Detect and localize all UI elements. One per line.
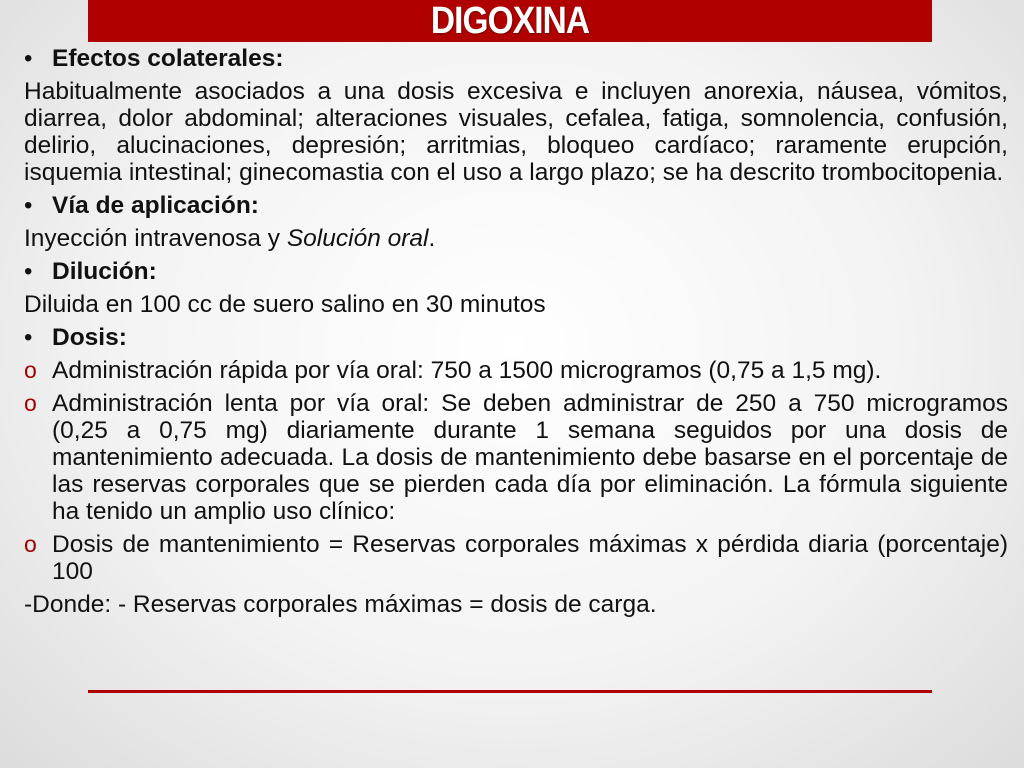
dilucion-heading-row (24, 258, 1008, 285)
dilucion-heading: Dilución: (52, 258, 157, 285)
bullet-icon: • (24, 258, 33, 285)
via-heading: Vía de aplicación: (52, 192, 259, 219)
slide-title: DIGOXINA (430, 0, 590, 42)
dosis-item-text: Administración lenta por vía oral: Se deben administrar de 250 a 750 microgramos (0,25 a 0,75 mg) diariamente durante 1 semana seguidos por una dosis de mantenimiento adecuada. La dosis de mantenimiento debe basarse en el porcentaje de las reservas corporales que se pierden cada día por eliminación. La fórmula siguiente ha tenido un amplio uso clínico: (52, 390, 1008, 525)
bullet-icon: • (24, 45, 33, 72)
dosis-heading: Dosis: (52, 324, 127, 351)
circle-bullet-icon: o (24, 390, 37, 416)
dosis-item (24, 531, 1008, 585)
efectos-heading: Efectos colaterales: (52, 45, 284, 72)
bullet-icon: • (24, 192, 33, 219)
dosis-item-text: Dosis de mantenimiento = Reservas corporales máximas x pérdida diaria (porcentaje) 100 (52, 531, 1008, 585)
dosis-item (24, 357, 1008, 384)
dosis-item-text: Administración rápida por vía oral: 750 a 1500 microgramos (0,75 a 1,5 mg). (52, 357, 882, 384)
dosis-item (24, 390, 1008, 525)
via-text-italic: Solución oral (286, 225, 429, 252)
efectos-heading-row (24, 45, 1008, 72)
slide-content (24, 45, 1008, 618)
bottom-rule (88, 690, 932, 693)
donde-text: -Donde: - Reservas corporales máximas = dosis de carga. (24, 591, 657, 618)
via-text (24, 225, 1008, 252)
dosis-heading-row (24, 324, 1008, 351)
efectos-text: Habitualmente asociados a una dosis excesiva e incluyen anorexia, náusea, vómitos, diarrea, dolor abdominal; alteraciones visuales, cefalea, fatiga, somnolencia, confusión, delirio, alucinaciones, depresión; arritmias, bloqueo cardíaco; raramente erupción, isquemia intestinal; ginecomastia con el uso a largo plazo; se ha descrito trombocitopenia. (24, 78, 1008, 186)
circle-bullet-icon: o (24, 531, 37, 557)
title-bar (88, 0, 932, 42)
via-text-plain: Inyección intravenosa y (24, 225, 287, 252)
via-heading-row (24, 192, 1008, 219)
circle-bullet-icon: o (24, 357, 37, 383)
via-text-end: . (428, 225, 436, 252)
dilucion-text: Diluida en 100 cc de suero salino en 30 minutos (24, 291, 546, 318)
bullet-icon: • (24, 324, 33, 351)
